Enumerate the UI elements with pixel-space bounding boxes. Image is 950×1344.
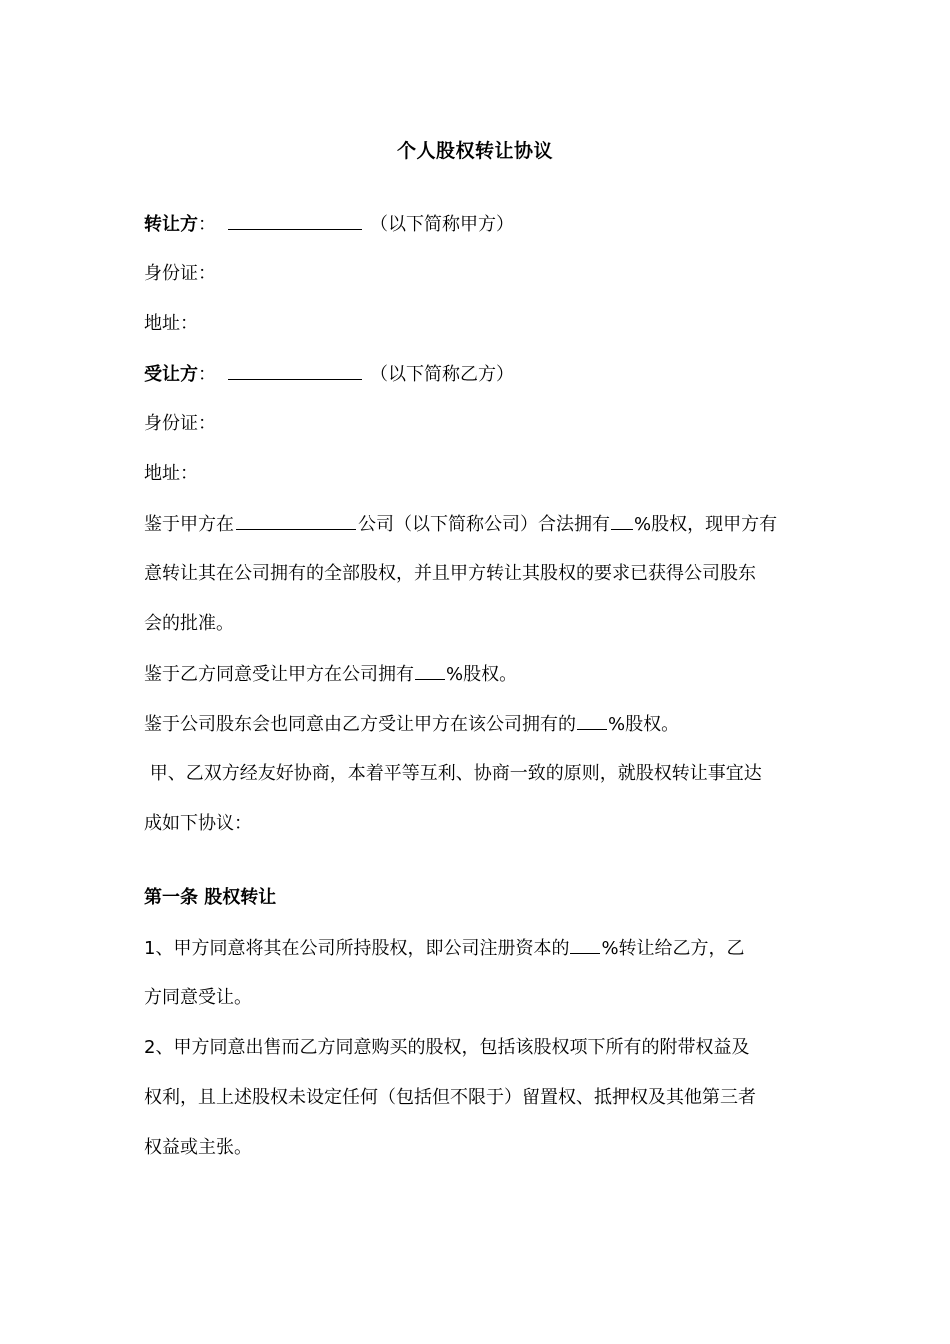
party-b-line [144,361,814,388]
whereas-2-text-b: %股权。 [446,664,518,685]
article-1-item-2-line-2: 权利，且上述股权未设定任何（包括但不限于）留置权、抵押权及其他第三者 [144,1087,756,1108]
whereas-1-line-1 [144,511,814,538]
whereas-1-line-3: 会的批准。 [144,613,234,634]
company-name-blank [236,511,356,530]
party-a-name-blank [228,211,362,230]
article-1-heading: 第一条 股权转让 [144,887,277,908]
party-a-colon: ： [198,214,216,235]
item-1-text-a: 1、甲方同意将其在公司所持股权，即公司注册资本的 [144,938,570,959]
whereas-3-line [144,711,814,738]
preamble-line-1: 甲、乙双方经友好协商，本着平等互利、协商一致的原则，就股权转让事宜达 [144,763,762,784]
party-b-address-label: 地址： [144,463,198,484]
whereas-1-text-c: %股权，现甲方有 [634,514,778,535]
article-1-item-1-line-1 [144,935,814,962]
article-1-item-1-line-2: 方同意受让。 [144,987,252,1008]
whereas-2-line [144,661,814,688]
article-1-item-2-line-1: 2、甲方同意出售而乙方同意购买的股权，包括该股权项下所有的附带权益及 [144,1037,750,1058]
party-a-address-label: 地址： [144,313,198,334]
item-1-text-b: %转让给乙方，乙 [601,938,745,959]
capital-percent-blank [570,935,600,954]
transfer-percent-blank [415,661,445,680]
party-b-colon: ： [198,364,216,385]
party-b-name-blank [228,361,362,380]
whereas-1-text-a: 鉴于甲方在 [144,514,234,535]
share-percent-blank [611,511,633,530]
document-title: 个人股权转让协议 [396,140,553,162]
whereas-1-line-2: 意转让其在公司拥有的全部股权，并且甲方转让其股权的要求已获得公司股东 [144,563,756,584]
party-a-line [144,211,814,238]
article-1-item-2-line-3: 权益或主张。 [144,1137,252,1158]
preamble-line-2: 成如下协议： [144,813,252,834]
party-b-label: 受让方 [144,364,198,385]
party-a-label: 转让方 [144,214,198,235]
party-b-note: （以下简称乙方） [370,364,514,385]
whereas-1-text-b: 公司（以下简称公司）合法拥有 [358,514,610,535]
whereas-2-text-a: 鉴于乙方同意受让甲方在公司拥有 [144,664,414,685]
party-a-note: （以下简称甲方） [370,214,514,235]
party-b-id-label: 身份证： [144,413,216,434]
whereas-3-text-a: 鉴于公司股东会也同意由乙方受让甲方在该公司拥有的 [144,714,576,735]
party-a-id-label: 身份证： [144,263,216,284]
whereas-3-text-b: %股权。 [608,714,680,735]
board-percent-blank [577,711,607,730]
